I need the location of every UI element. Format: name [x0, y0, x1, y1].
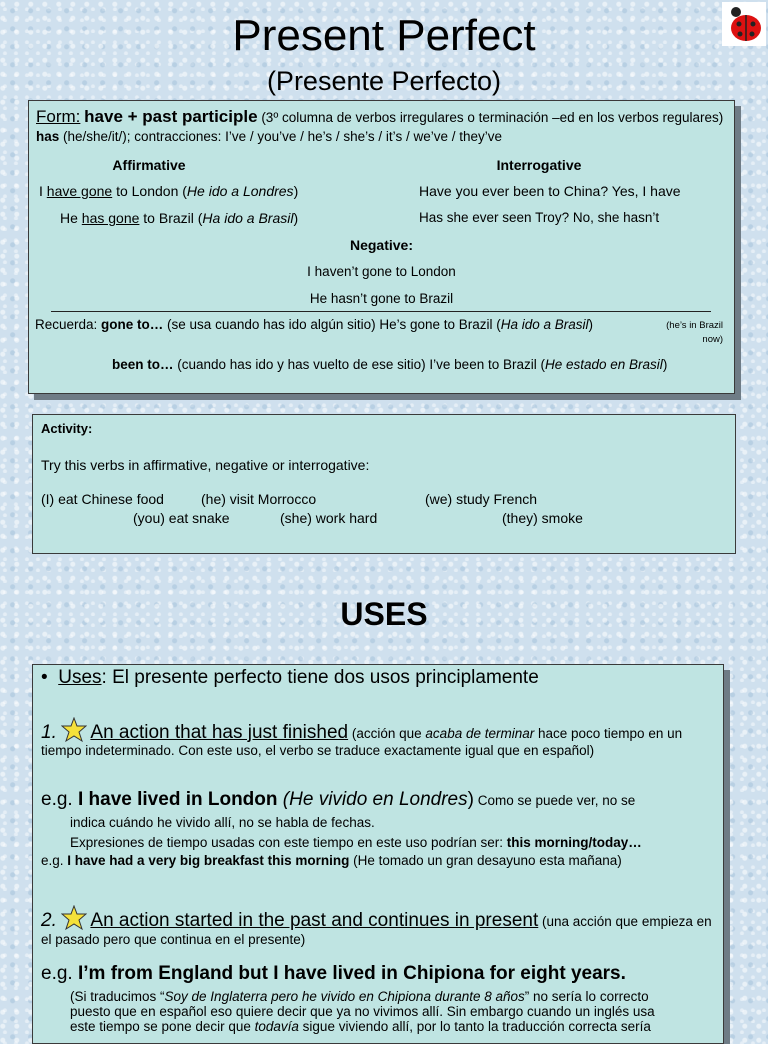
- form-note: (3º columna de verbos irregulares o terminación –ed en los verbos regulares): [261, 110, 724, 125]
- form-line: [36, 107, 726, 146]
- negative-example-2: He hasn’t gone to Brazil: [309, 291, 454, 306]
- example-3: e.g. I’m from England but I have lived in Chipiona for eight years.: [41, 963, 626, 984]
- form-box: [28, 100, 735, 394]
- use-2: 2. An action started in the past and continues in present (una acción que empieza en el pasado pero que continua en el presente): [41, 905, 721, 948]
- affirmative-example-2: He has gone to Brazil (Ha ido a Brasil): [60, 210, 299, 226]
- form-has: has: [36, 129, 60, 144]
- page-title: Present Perfect: [232, 11, 536, 60]
- star-icon: [61, 717, 87, 743]
- example-1: e.g. I have lived in London (He vivido en Londres) Como se puede ver, no se: [41, 789, 636, 810]
- form-formula: have + past participle: [84, 107, 258, 126]
- interrogative-heading: Interrogative: [496, 157, 582, 173]
- gone-to-small-note: (he’s in Brazil now): [666, 320, 723, 345]
- example-2: e.g. I have had a very big breakfast this morning (He tomado un gran desayuno esta mañana): [41, 853, 622, 868]
- uses-heading: USES: [340, 596, 428, 632]
- activity-item: (they) smoke: [502, 510, 583, 526]
- uses-intro: • Uses: El presente perfecto tiene dos usos principlamente: [41, 667, 539, 688]
- gone-to-line: Recuerda: gone to… (se usa cuando has ido algún sitio) He’s gone to Brazil (Ha ido a Brasil): [35, 317, 594, 332]
- ladybug-icon: [722, 2, 766, 46]
- page-subtitle: (Presente Perfecto): [266, 66, 502, 96]
- interrogative-example-2: Has she ever seen Troy? No, she hasn’t: [419, 210, 660, 225]
- translation-note: (Si traducimos “Soy de Inglaterra pero he vivido en Chipiona durante 8 años” no sería lo correcto puesto que en español eso quiere decir que ya no vivimos allí. Sin embargo cuando un inglés usa este tiempo se pone decir que todavía sigue viviendo allí, por lo tanto la traducción correcta sería: [70, 989, 655, 1034]
- uses-box: [32, 664, 724, 1044]
- activity-item: (he) visit Morrocco: [201, 491, 317, 507]
- use-1: 1. An action that has just finished (acción que acaba de terminar hace poco tiempo en un tiempo indeterminado. Con este uso, el verbo se traduce exactamente igual que en español): [41, 717, 721, 758]
- activity-item: (we) study French: [425, 491, 538, 507]
- activity-heading: Activity:: [41, 421, 93, 436]
- been-to-line: been to… (cuando has ido y has vuelto de ese sitio) I’ve been to Brazil (He estado en Brasil): [112, 357, 668, 372]
- activity-item: (she) work hard: [280, 510, 378, 526]
- activity-item: (you) eat snake: [133, 510, 230, 526]
- interrogative-example-1: Have you ever been to China? Yes, I have: [419, 183, 681, 199]
- negative-heading: Negative:: [349, 237, 414, 253]
- activity-box: [32, 414, 736, 554]
- form-label: Form:: [36, 107, 81, 126]
- negative-example-1: I haven’t gone to London: [307, 264, 456, 279]
- affirmative-heading: Affirmative: [112, 157, 186, 173]
- divider: [51, 311, 711, 312]
- form-has-note: (he/she/it/); contracciones: I’ve / you’ve / he’s / she’s / it’s / we’ve / they’ve: [63, 129, 502, 144]
- affirmative-example-1: I have gone to London (He ido a Londres): [39, 183, 299, 199]
- star-icon: [61, 905, 87, 931]
- activity-instruction: Try this verbs in affirmative, negative or interrogative:: [41, 457, 370, 473]
- example-1-note: indica cuándo he vivido allí, no se habla de fechas.: [70, 815, 375, 830]
- activity-item: (I) eat Chinese food: [41, 491, 164, 507]
- time-expressions: Expresiones de tiempo usadas con este tiempo en este uso podrían ser: this morning/today…: [70, 835, 642, 850]
